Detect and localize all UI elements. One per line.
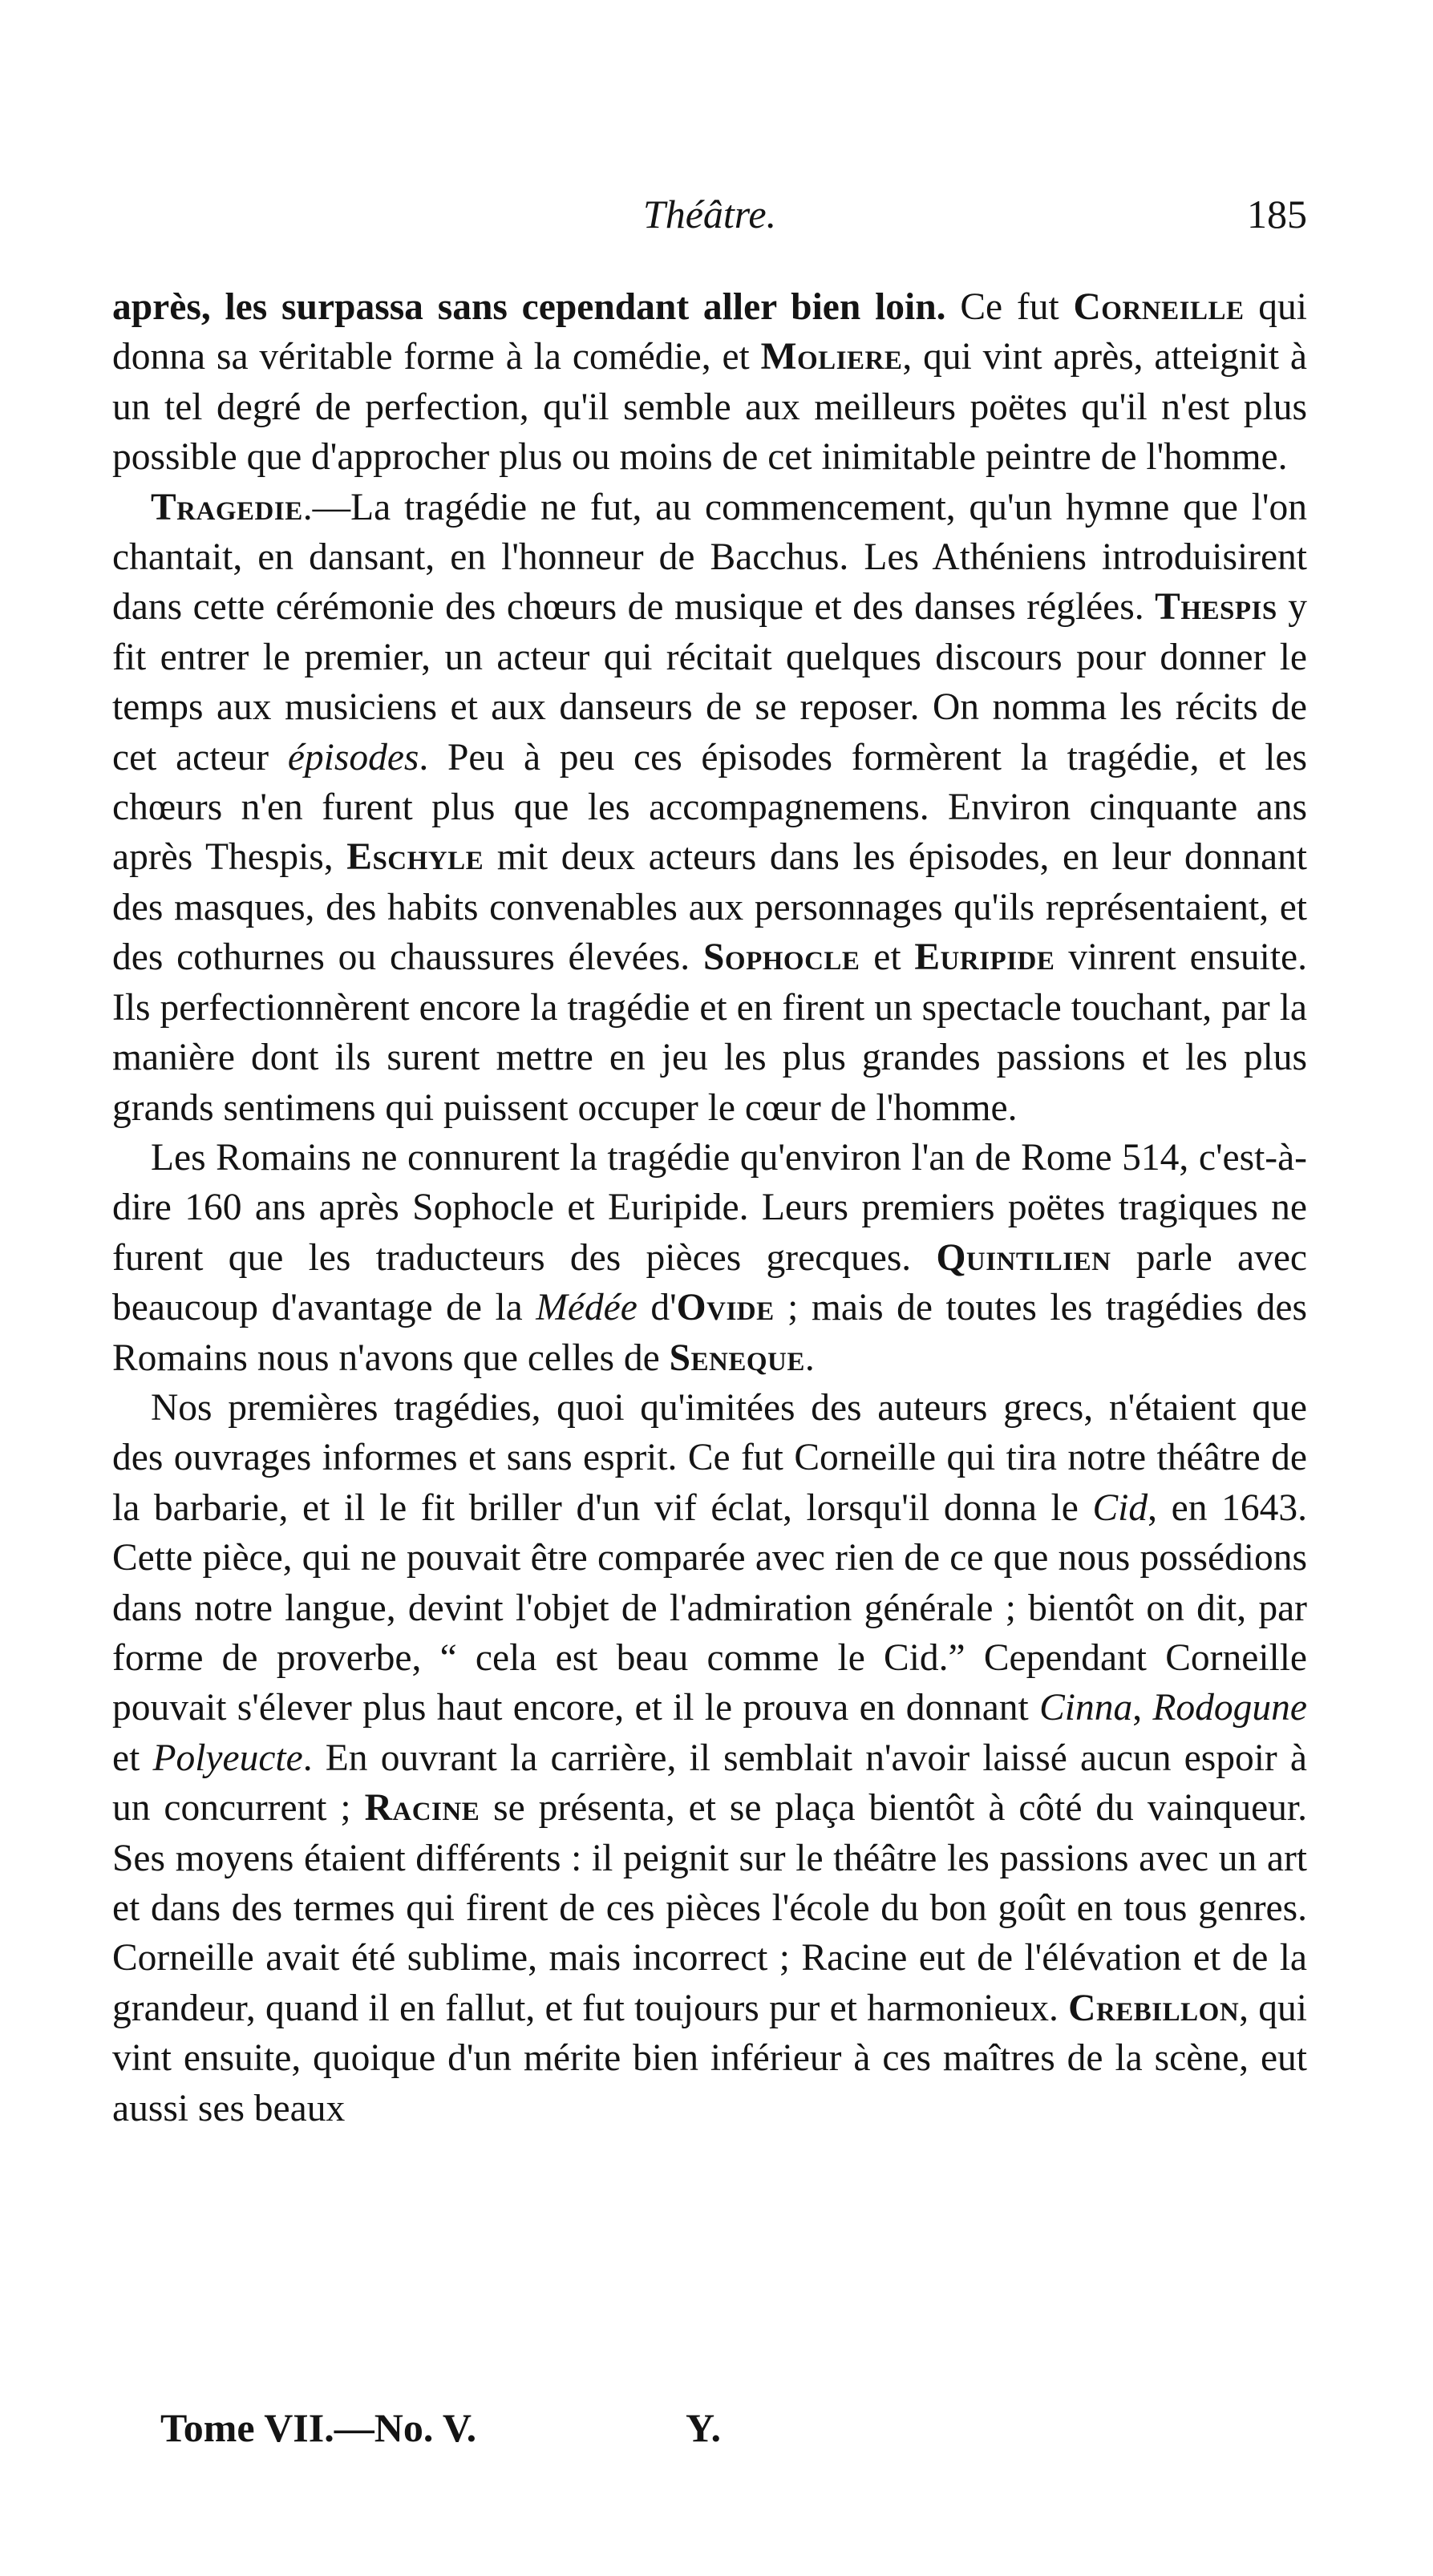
paragraph-p4 — [112, 1383, 1307, 2133]
text-segment: Euripide — [914, 936, 1055, 979]
running-head-title: Théâtre. — [642, 192, 777, 237]
text-segment: Médée — [536, 1287, 638, 1329]
page-footer — [160, 2400, 802, 2456]
text-segment: .—La tragédie ne fut, au commencement, qu'un hymne que l'on chantait, en dansant, en l'honneur de Bacchus. Les Athéniens introduisirent dans cette cérémonie des chœurs de musique et des danses réglées. — [112, 486, 1307, 629]
text-segment: , qui vint ensuite, quoique d'un mérite bien inférieur à ces maîtres de la scène, eut aussi ses beaux — [112, 1987, 1308, 2129]
text-segment: Racine — [364, 1787, 480, 1830]
text-segment: Tragedie — [151, 486, 303, 528]
text-segment: Ce fut — [960, 286, 1074, 328]
volume-line: Tome VII.—No. V. — [160, 2405, 477, 2450]
text-segment: y fit entrer le premier, un acteur qui récitait quelques discours pour donner le temps aux musiciens et aux danseurs de se reposer. On nomma les récits de cet acteur — [112, 586, 1307, 778]
text-segment: mit deux acteurs dans les épisodes, en leur donnant des masques, des habits convenables aux personnages qu'ils représentaient, et des cothurnes ou chaussures élevées. — [112, 836, 1307, 979]
text-segment: , en 1643. Cette pièce, qui ne pouvait être comparée avec rien de ce que nous possédions dans notre langue, devint l'objet de l'admiration générale ; bientôt on dit, par forme de proverbe, “ cela est beau comme le Cid.” Cependant Corneille pouvait s'élever plus haut encore, et il le prouva en donnant — [112, 1486, 1307, 1729]
text-segment: Corneille — [1073, 286, 1245, 328]
signature-mark: Y. — [686, 2405, 722, 2450]
text-segment: Eschyle — [346, 836, 484, 879]
paragraph-p3 — [112, 1133, 1307, 1383]
text-segment: . — [804, 1337, 815, 1379]
body-text — [112, 282, 1307, 2133]
text-segment: se présenta, et se plaça bientôt à côté du vainqueur. Ses moyens étaient différents : il peignit sur le théâtre les passions avec un art et dans des termes qui firent de ces pièces l'école du bon goût en tous genres. Corneille avait été sublime, mais incorrect ; Racine eut de l'élévation et de la grandeur, quand il en fallut, et fut toujours pur et harmonieux. — [112, 1787, 1307, 2029]
text-segment: Ovide — [676, 1287, 775, 1329]
text-segment: Thespis — [1155, 586, 1277, 629]
text-segment: d' — [637, 1287, 677, 1329]
running-head — [112, 186, 1307, 242]
text-segment: Rodogune — [1152, 1687, 1307, 1729]
text-segment: Cid — [1092, 1486, 1148, 1529]
text-segment: Moliere — [760, 336, 903, 378]
text-segment: et — [112, 1737, 153, 1779]
text-segment: Les Romains ne connurent la tragédie qu'environ l'an de Rome 514, c'est-à-dire 160 ans après Sophocle et Euripide. Leurs premiers poëtes tragiques ne furent que les traducteurs des pièces grecques. — [112, 1136, 1307, 1279]
text-segment: Nos premières tragédies, quoi qu'imitées des auteurs grecs, n'étaient que des ouvrages informes et sans esprit. Ce fut Corneille qui tira notre théâtre de la barbarie, et il le fit briller d'un vif éclat, lorsqu'il donna le — [112, 1386, 1307, 1529]
text-segment: Seneque — [669, 1337, 805, 1379]
text-segment: . En ouvrant la carrière, il semblait n'avoir laissé aucun espoir à un concurrent ; — [112, 1737, 1307, 1830]
text-segment: ; mais de toutes les tragédies des Romains nous n'avons que celles de — [112, 1287, 1307, 1379]
text-segment: qui donna sa véritable forme à la comédie, et — [112, 286, 1307, 378]
text-segment: , qui vint après, atteignit à un tel degré de perfection, qu'il semble aux meilleurs poëtes qu'il n'est plus possible que d'approcher plus ou moins de cet inimitable peintre de l'homme. — [112, 336, 1307, 479]
text-segment: Sophocle — [703, 936, 860, 979]
text-segment: épisodes — [287, 736, 419, 778]
text-segment: et — [860, 936, 915, 979]
text-segment: Quintilien — [936, 1236, 1111, 1279]
text-segment: Polyeucte — [152, 1737, 303, 1779]
page-number: 185 — [1247, 192, 1307, 237]
text-segment: . Peu à peu ces épisodes formèrent la tragédie, et les chœurs n'en furent plus que les accompagnemens. Environ cinquante ans après Thespis, — [112, 736, 1307, 879]
text-segment: Cinna — [1039, 1687, 1133, 1729]
paragraph-p2 — [112, 483, 1307, 1133]
paragraph-p1 — [112, 282, 1307, 483]
text-segment: , — [1132, 1687, 1153, 1729]
text-segment: Crebillon — [1068, 1987, 1240, 2029]
text-segment: après, les surpassa sans cependant aller bien loin. — [112, 286, 961, 328]
text-segment: parle avec beaucoup d'avantage de la — [112, 1236, 1307, 1329]
text-segment: vinrent ensuite. Ils perfectionnèrent encore la tragédie et en firent un spectacle touchant, par la manière dont ils surent mettre en jeu les plus grandes passions et les plus grands sentimens qui puissent occuper le cœur de l'homme. — [112, 936, 1307, 1129]
